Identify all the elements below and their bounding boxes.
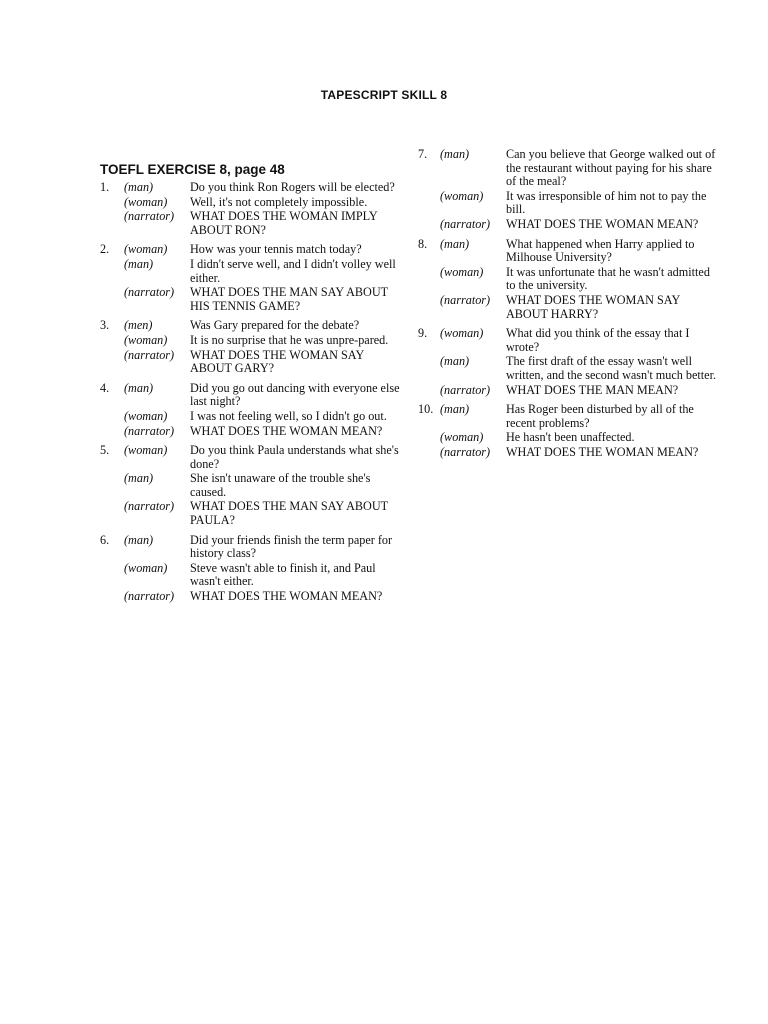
dialogue-text: I was not feeling well, so I didn't go out.	[190, 408, 387, 423]
speaker-label: (man)	[440, 147, 470, 161]
narrator-question: WHAT DOES THE MAN SAY ABOUT PAULA?	[190, 499, 388, 528]
narrator-question: WHAT DOES THE WOMAN IMPLY ABOUT RON?	[190, 209, 378, 237]
dialogue-text: It was unfortunate that he wasn't admitted to the university.	[506, 264, 710, 293]
speaker-label: (woman)	[124, 194, 168, 209]
speaker-label: (narrator)	[124, 209, 175, 224]
dialogue-text: She isn't unaware of the trouble she's caused.	[190, 471, 371, 499]
speaker-label: (narrator)	[124, 589, 175, 604]
page-title: TAPESCRIPT SKILL 8	[320, 88, 448, 102]
speaker-label: (woman)	[440, 188, 484, 203]
speaker-label: (woman)	[124, 560, 168, 575]
list-item	[100, 181, 400, 237]
item-number: 7.	[418, 147, 428, 161]
narrator-question: WHAT DOES THE WOMAN SAY ABOUT HARRY?	[506, 292, 680, 321]
dialogue-text: Did you go out dancing with everyone else last night?	[190, 380, 400, 409]
dialogue-text: Do you think Ron Rogers will be elected?	[190, 180, 395, 194]
speaker-label: (men)	[124, 318, 153, 333]
item-number: 2.	[100, 242, 110, 257]
dialogue-text: The first draft of the essay wasn't well written, and the second wasn't much better.	[506, 354, 717, 382]
dialogue-text: Can you believe that George walked out of the restaurant without paying for his share of the meal?	[506, 147, 716, 189]
item-number: 10.	[418, 402, 434, 417]
speaker-label: (man)	[124, 471, 154, 486]
narrator-question: WHAT DOES THE WOMAN MEAN?	[190, 589, 383, 604]
speaker-label: (man)	[440, 402, 470, 417]
speaker-label: (man)	[124, 256, 154, 271]
dialogue-text: I didn't serve well, and I didn't volley well either.	[190, 256, 396, 285]
speaker-label: (narrator)	[124, 347, 175, 362]
speaker-label: (woman)	[124, 408, 168, 423]
dialogue-text: Steve wasn't able to finish it, and Paul wasn't either.	[190, 560, 376, 589]
dialogue-text: Has Roger been disturbed by all of the recent problems?	[506, 402, 694, 430]
list-item	[100, 319, 400, 375]
item-number: 4.	[100, 380, 110, 395]
speaker-label: (man)	[124, 380, 154, 395]
speaker-label: (narrator)	[440, 216, 491, 231]
list-item	[100, 534, 400, 604]
list-item	[100, 243, 400, 313]
speaker-label: (man)	[440, 236, 470, 251]
item-number: 1.	[100, 180, 110, 194]
dialogue-text: It was irresponsible of him not to pay the bill.	[506, 188, 707, 217]
narrator-question: WHAT DOES THE WOMAN MEAN?	[190, 423, 383, 438]
dialogue-text: What did you think of the essay that I wrote?	[506, 326, 690, 354]
dialogue-text: How was your tennis match today?	[190, 242, 362, 257]
list-item	[418, 238, 718, 322]
narrator-question: WHAT DOES THE MAN MEAN?	[506, 382, 679, 397]
list-item	[418, 403, 718, 459]
dialogue-text: What happened when Harry applied to Milhouse University?	[506, 236, 695, 265]
left-column	[100, 181, 400, 610]
speaker-label: (narrator)	[124, 499, 175, 514]
speaker-label: (narrator)	[124, 423, 175, 438]
item-number: 9.	[418, 326, 428, 341]
exercise-heading: TOEFL EXERCISE 8, page 48	[100, 162, 285, 177]
right-column	[418, 148, 718, 465]
dialogue-text: Did your friends finish the term paper for history class?	[190, 532, 393, 561]
dialogue-text: Was Gary prepared for the debate?	[190, 318, 360, 333]
speaker-label: (narrator)	[440, 382, 491, 397]
dialogue-text: Well, it's not completely impossible.	[190, 194, 368, 209]
list-item	[418, 327, 718, 397]
speaker-label: (woman)	[124, 242, 168, 257]
list-item	[100, 382, 400, 438]
item-number: 3.	[100, 318, 110, 333]
speaker-label: (woman)	[440, 430, 484, 445]
narrator-question: WHAT DOES THE WOMAN MEAN?	[506, 216, 699, 231]
speaker-label: (narrator)	[440, 444, 491, 459]
dialogue-text: Do you think Paula understands what she's done?	[190, 443, 399, 471]
item-number: 8.	[418, 236, 428, 251]
item-number: 6.	[100, 532, 110, 547]
speaker-label: (man)	[124, 180, 154, 194]
speaker-label: (woman)	[440, 326, 484, 341]
narrator-question: WHAT DOES THE MAN SAY ABOUT HIS TENNIS GAME?	[190, 285, 388, 313]
speaker-label: (woman)	[124, 332, 168, 347]
speaker-label: (woman)	[440, 264, 484, 279]
speaker-label: (narrator)	[124, 285, 175, 300]
speaker-label: (man)	[440, 354, 470, 369]
speaker-label: (man)	[124, 532, 154, 547]
narrator-question: WHAT DOES THE WOMAN SAY ABOUT GARY?	[190, 347, 364, 376]
item-number: 5.	[100, 443, 110, 458]
dialogue-text: It is no surprise that he was unpre-pared.	[190, 332, 389, 347]
list-item	[418, 148, 718, 232]
speaker-label: (woman)	[124, 443, 168, 458]
list-item	[100, 444, 400, 528]
narrator-question: WHAT DOES THE WOMAN MEAN?	[506, 444, 699, 459]
speaker-label: (narrator)	[440, 292, 491, 307]
dialogue-text: He hasn't been unaffected.	[506, 430, 635, 445]
